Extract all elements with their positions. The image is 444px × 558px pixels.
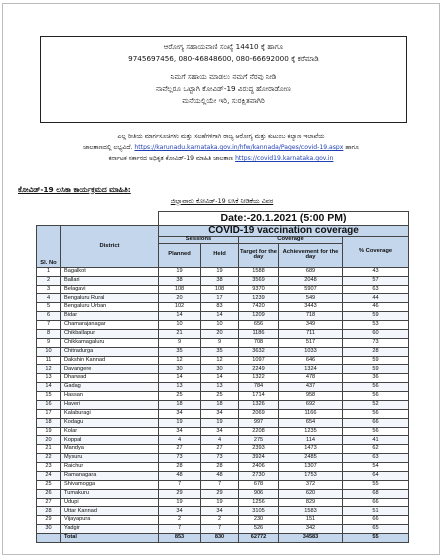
cell-planned: 102 — [159, 303, 201, 312]
cell-planned: 13 — [159, 383, 201, 392]
cell-held: 9 — [201, 338, 239, 347]
cell-held: 38 — [201, 276, 239, 285]
cell-district: Hassan — [61, 392, 159, 401]
cell-target: 678 — [239, 480, 279, 489]
cell-district: Uttar Kannad — [61, 507, 159, 516]
cell-planned: 28 — [159, 463, 201, 472]
table-row — [37, 294, 409, 303]
cell-held: 19 — [201, 267, 239, 276]
cell-achievement: 620 — [279, 489, 343, 498]
cell-planned: 34 — [159, 409, 201, 418]
header-target: Target for the day — [239, 243, 279, 267]
cell-achievement: 5907 — [279, 285, 343, 294]
cell-pct-coverage: 46 — [343, 303, 409, 312]
cell-sl-no: 28 — [37, 507, 61, 516]
header-pct-coverage: % Coverage — [343, 237, 409, 268]
cell-target: 1326 — [239, 400, 279, 409]
cell-district: Bengaluru Rural — [61, 294, 159, 303]
cell-achievement: 3443 — [279, 303, 343, 312]
cell-pct-coverage: 63 — [343, 454, 409, 463]
cell-held: 20 — [201, 329, 239, 338]
cell-target: 3105 — [239, 507, 279, 516]
cell-achievement: 549 — [279, 294, 343, 303]
cell-target: 230 — [239, 516, 279, 525]
cell-district: Gadag — [61, 383, 159, 392]
table-row — [37, 418, 409, 427]
table-row — [37, 471, 409, 480]
cell-achievement: 151 — [279, 516, 343, 525]
cell-pct-coverage: 68 — [343, 489, 409, 498]
cell-target: 2730 — [239, 471, 279, 480]
table-row — [37, 383, 409, 392]
cell-target: 784 — [239, 383, 279, 392]
cell-achievement: 1033 — [279, 347, 343, 356]
table-row — [37, 454, 409, 463]
cell-pct-coverage: 51 — [343, 507, 409, 516]
cell-held: 34 — [201, 409, 239, 418]
cell-sl-no: 22 — [37, 454, 61, 463]
cell-target: 906 — [239, 489, 279, 498]
cell-pct-coverage: 60 — [343, 329, 409, 338]
cell-district: Dharwad — [61, 374, 159, 383]
cell-achievement: 349 — [279, 321, 343, 330]
cell-planned: 34 — [159, 507, 201, 516]
cell-target: 2406 — [239, 463, 279, 472]
total-blank-cell — [37, 534, 61, 543]
cell-pct-coverage: 55 — [343, 480, 409, 489]
cell-achievement: 372 — [279, 480, 343, 489]
table-row — [37, 409, 409, 418]
cell-achievement: 2485 — [279, 454, 343, 463]
cell-district: Kalaburagi — [61, 409, 159, 418]
cell-pct-coverage: 66 — [343, 516, 409, 525]
cell-sl-no: 10 — [37, 347, 61, 356]
cell-district: Chitradurga — [61, 347, 159, 356]
cell-district: Vijayapura — [61, 516, 159, 525]
cell-district: Chamarajanagar — [61, 321, 159, 330]
covid19-portal-link[interactable]: https://covid19.karnataka.gov.in — [235, 155, 334, 162]
intro-text-4: ಕರ್ನಾಟಕ ಸರ್ಕಾರದ ಅಧಿಕೃತ ಕೋವಿಡ್-19 ಮಾಹಿತಿ ಜಾಲತಾಣ — [108, 155, 234, 162]
cell-target: 997 — [239, 418, 279, 427]
header-sessions: Sessions — [159, 237, 239, 244]
cell-achievement: 1235 — [279, 427, 343, 436]
cell-sl-no: 18 — [37, 418, 61, 427]
cell-sl-no: 5 — [37, 303, 61, 312]
cell-held: 28 — [201, 463, 239, 472]
cell-district: Kolar — [61, 427, 159, 436]
total-planned: 853 — [159, 534, 201, 543]
cell-achievement: 958 — [279, 392, 343, 401]
helpline-box — [40, 36, 407, 123]
cell-pct-coverage: 28 — [343, 347, 409, 356]
cell-planned: 7 — [159, 525, 201, 534]
cell-planned: 14 — [159, 374, 201, 383]
table-row — [37, 445, 409, 454]
cell-district: Ramanagara — [61, 471, 159, 480]
cell-achievement: 692 — [279, 400, 343, 409]
cell-planned: 4 — [159, 436, 201, 445]
cell-district: Bengaluru Urban — [61, 303, 159, 312]
cell-district: Davangere — [61, 365, 159, 374]
cell-target: 7420 — [239, 303, 279, 312]
cell-district: Kodagu — [61, 418, 159, 427]
total-row — [37, 534, 409, 543]
table-row — [37, 338, 409, 347]
cell-planned: 19 — [159, 418, 201, 427]
cell-achievement: 711 — [279, 329, 343, 338]
cell-sl-no: 17 — [37, 409, 61, 418]
cell-pct-coverage: 54 — [343, 463, 409, 472]
cell-target: 275 — [239, 436, 279, 445]
cell-sl-no: 7 — [37, 321, 61, 330]
cell-held: 19 — [201, 498, 239, 507]
cell-pct-coverage: 63 — [343, 285, 409, 294]
cell-achievement: 689 — [279, 267, 343, 276]
intro-text-3: ಹಾಗೂ — [345, 144, 359, 151]
cell-sl-no: 8 — [37, 329, 61, 338]
cell-planned: 14 — [159, 312, 201, 321]
cell-pct-coverage: 56 — [343, 409, 409, 418]
cell-sl-no: 29 — [37, 516, 61, 525]
table-body — [37, 267, 409, 542]
cell-pct-coverage: 36 — [343, 374, 409, 383]
cell-planned: 7 — [159, 480, 201, 489]
cell-district: Bidar — [61, 312, 159, 321]
cell-held: 4 — [201, 436, 239, 445]
table-row — [37, 347, 409, 356]
table-row — [37, 427, 409, 436]
cell-pct-coverage: 62 — [343, 445, 409, 454]
cell-sl-no: 27 — [37, 498, 61, 507]
cell-held: 27 — [201, 445, 239, 454]
table-row — [37, 436, 409, 445]
cell-target: 2393 — [239, 445, 279, 454]
total-pct-coverage: 55 — [343, 534, 409, 543]
table-row — [37, 356, 409, 365]
cell-held: 12 — [201, 356, 239, 365]
cell-district: Chikkamagaluru — [61, 338, 159, 347]
cell-planned: 12 — [159, 356, 201, 365]
cell-pct-coverage: 56 — [343, 427, 409, 436]
cell-target: 1322 — [239, 374, 279, 383]
table-row — [37, 463, 409, 472]
table-row — [37, 321, 409, 330]
cell-target: 1097 — [239, 356, 279, 365]
table-row — [37, 392, 409, 401]
cell-target: 1186 — [239, 329, 279, 338]
cell-pct-coverage: 41 — [343, 436, 409, 445]
cell-planned: 10 — [159, 321, 201, 330]
table-row — [37, 525, 409, 534]
cell-pct-coverage: 66 — [343, 418, 409, 427]
cell-held: 13 — [201, 383, 239, 392]
cell-target: 1209 — [239, 312, 279, 321]
table-row — [37, 365, 409, 374]
cell-held: 73 — [201, 454, 239, 463]
total-target: 62772 — [239, 534, 279, 543]
cell-held: 35 — [201, 347, 239, 356]
cell-held: 7 — [201, 525, 239, 534]
cell-held: 7 — [201, 480, 239, 489]
cell-planned: 38 — [159, 276, 201, 285]
table-date: Date:-20.1.2021 (5:00 PM) — [159, 212, 409, 226]
helpline-line-1: ಆರೋಗ್ಯ ಸಹಾಯವಾಣಿ ಸಂಖ್ಯೆ 14410 ಕ್ಕೆ ಹಾಗೂ — [163, 42, 284, 51]
table-row — [37, 276, 409, 285]
cell-planned: 21 — [159, 329, 201, 338]
cell-achievement: 342 — [279, 525, 343, 534]
cell-planned: 2 — [159, 516, 201, 525]
cell-held: 2 — [201, 516, 239, 525]
cell-pct-coverage: 59 — [343, 356, 409, 365]
cell-sl-no: 24 — [37, 471, 61, 480]
cell-planned: 108 — [159, 285, 201, 294]
cell-sl-no: 25 — [37, 480, 61, 489]
table-row — [37, 489, 409, 498]
cell-sl-no: 9 — [37, 338, 61, 347]
cell-held: 18 — [201, 400, 239, 409]
cell-district: Udupi — [61, 498, 159, 507]
cell-pct-coverage: 44 — [343, 294, 409, 303]
cell-held: 17 — [201, 294, 239, 303]
cell-achievement: 478 — [279, 374, 343, 383]
cell-target: 1239 — [239, 294, 279, 303]
cell-held: 34 — [201, 427, 239, 436]
header-district: District — [61, 226, 159, 268]
cell-pct-coverage: 64 — [343, 471, 409, 480]
cell-planned: 9 — [159, 338, 201, 347]
cell-target: 2069 — [239, 409, 279, 418]
cell-held: 25 — [201, 392, 239, 401]
cell-pct-coverage: 52 — [343, 400, 409, 409]
cell-pct-coverage: 66 — [343, 498, 409, 507]
header-sl-no: Sl. No — [37, 226, 61, 268]
vaccination-table — [36, 211, 409, 543]
cell-target: 3632 — [239, 347, 279, 356]
cell-district: Raichur — [61, 463, 159, 472]
table-row — [37, 267, 409, 276]
cell-sl-no: 16 — [37, 400, 61, 409]
intro-text-2: ಜಾಲತಾಣದಲ್ಲಿ ಲಭ್ಯವಿದೆ. — [83, 144, 133, 151]
cell-pct-coverage: 65 — [343, 525, 409, 534]
cell-sl-no: 14 — [37, 383, 61, 392]
cell-pct-coverage: 57 — [343, 276, 409, 285]
table-title: COVID-19 vaccination coverage — [159, 226, 409, 237]
helpline-line-4: ನಾವೆಲ್ಲರೂ ಒಟ್ಟಾಗಿ ಕೋವಿಡ್-19 ವಿರುದ್ಧ ಹೋರಾಡೋಣ — [155, 84, 292, 93]
cell-sl-no: 12 — [37, 365, 61, 374]
cell-district: Chikballapur — [61, 329, 159, 338]
cell-district: Tumakuru — [61, 489, 159, 498]
cell-held: 10 — [201, 321, 239, 330]
cell-achievement: 1307 — [279, 463, 343, 472]
intro-paragraph — [22, 131, 420, 164]
cell-pct-coverage: 43 — [343, 267, 409, 276]
cell-planned: 30 — [159, 365, 201, 374]
header-planned: Planned — [159, 243, 201, 267]
cell-achievement: 1753 — [279, 471, 343, 480]
cell-sl-no: 21 — [37, 445, 61, 454]
cell-sl-no: 19 — [37, 427, 61, 436]
cell-achievement: 718 — [279, 312, 343, 321]
cell-sl-no: 30 — [37, 525, 61, 534]
health-dept-link[interactable]: https://karunadu.karnataka.gov.in/hfw/kannada/Pages/covid-19.aspx — [134, 144, 344, 151]
cell-target: 708 — [239, 338, 279, 347]
cell-pct-coverage: 59 — [343, 365, 409, 374]
intro-text-1: ಎಲ್ಲ ರೀತಿಯ ಮಾರ್ಗಸೂಚಿಗಳು ಮತ್ತು ಸಲಹೆಗಳಿಗಾಗಿ ರಾಜ್ಯ ಆರೋಗ್ಯ ಮತ್ತು ಕುಟುಂಬ ಕಲ್ಯಾಣ ಇಲಾಖೆಯ — [117, 133, 325, 140]
header-coverage: Coverage — [239, 237, 343, 244]
cell-achievement: 1583 — [279, 507, 343, 516]
table-row — [37, 303, 409, 312]
cell-pct-coverage: 53 — [343, 321, 409, 330]
cell-held: 14 — [201, 312, 239, 321]
cell-sl-no: 6 — [37, 312, 61, 321]
cell-target: 1714 — [239, 392, 279, 401]
cell-target: 1588 — [239, 267, 279, 276]
cell-planned: 48 — [159, 471, 201, 480]
cell-district: Shivamogga — [61, 480, 159, 489]
cell-target: 2249 — [239, 365, 279, 374]
table-row — [37, 329, 409, 338]
cell-planned: 20 — [159, 294, 201, 303]
cell-district: Mysuru — [61, 454, 159, 463]
cell-pct-coverage: 73 — [343, 338, 409, 347]
cell-district: Ballari — [61, 276, 159, 285]
table-row — [37, 507, 409, 516]
cell-held: 48 — [201, 471, 239, 480]
cell-held: 14 — [201, 374, 239, 383]
cell-achievement: 829 — [279, 498, 343, 507]
cell-sl-no: 20 — [37, 436, 61, 445]
cell-achievement: 114 — [279, 436, 343, 445]
cell-pct-coverage: 56 — [343, 383, 409, 392]
header-achievement: Achievement for the day — [279, 243, 343, 267]
cell-sl-no: 15 — [37, 392, 61, 401]
cell-target: 3924 — [239, 454, 279, 463]
section-heading: ಕೋವಿಡ್-19 ಲಸಿಕಾ ಕಾರ್ಯಕ್ರಮದ ಮಾಹಿತಿ: — [18, 185, 131, 194]
table-row — [37, 374, 409, 383]
total-label: Total — [61, 534, 159, 543]
cell-planned: 29 — [159, 489, 201, 498]
header-held: Held — [201, 243, 239, 267]
table-row — [37, 498, 409, 507]
cell-target: 2208 — [239, 427, 279, 436]
cell-planned: 18 — [159, 400, 201, 409]
cell-achievement: 1324 — [279, 365, 343, 374]
cell-sl-no: 1 — [37, 267, 61, 276]
helpline-line-3: ನಿಮಗೆ ಸಹಾಯ ಮಾಡಲು ನಮಗೆ ನೆರವು ನೀಡಿ — [170, 72, 277, 81]
table-row — [37, 285, 409, 294]
cell-planned: 34 — [159, 427, 201, 436]
cell-achievement: 1473 — [279, 445, 343, 454]
cell-sl-no: 3 — [37, 285, 61, 294]
cell-district: Belagavi — [61, 285, 159, 294]
cell-target: 3569 — [239, 276, 279, 285]
helpline-line-5: ಮನೆಯಲ್ಲಿಯೇ ಇರಿ, ಸುರಕ್ಷಿತವಾಗಿರಿ — [182, 96, 265, 105]
cell-held: 30 — [201, 365, 239, 374]
helpline-line-2: 9745697456, 080-46848600, 080-66692000 ಕ್ಕೆ ಕರೆಮಾಡಿ — [128, 54, 319, 63]
sub-heading: ಜಿಲ್ಲಾವಾರು ಕೋವಿಡ್-19 ಲಸಿಕೆ ನೀಡಿಕೆಯ ವಿವರ — [170, 197, 274, 205]
table-row — [37, 400, 409, 409]
cell-sl-no: 26 — [37, 489, 61, 498]
table-row — [37, 480, 409, 489]
cell-planned: 35 — [159, 347, 201, 356]
cell-district: Mandya — [61, 445, 159, 454]
cell-target: 9370 — [239, 285, 279, 294]
cell-planned: 27 — [159, 445, 201, 454]
table-row — [37, 516, 409, 525]
cell-achievement: 646 — [279, 356, 343, 365]
cell-planned: 19 — [159, 498, 201, 507]
cell-achievement: 2048 — [279, 276, 343, 285]
cell-pct-coverage: 56 — [343, 392, 409, 401]
total-achievement: 34583 — [279, 534, 343, 543]
cell-district: Koppal — [61, 436, 159, 445]
cell-achievement: 517 — [279, 338, 343, 347]
cell-achievement: 437 — [279, 383, 343, 392]
cell-district: Bagalkot — [61, 267, 159, 276]
cell-held: 83 — [201, 303, 239, 312]
cell-target: 656 — [239, 321, 279, 330]
cell-achievement: 1166 — [279, 409, 343, 418]
cell-planned: 19 — [159, 267, 201, 276]
cell-sl-no: 13 — [37, 374, 61, 383]
cell-target: 1256 — [239, 498, 279, 507]
cell-sl-no: 11 — [37, 356, 61, 365]
cell-district: Yadgir — [61, 525, 159, 534]
cell-held: 19 — [201, 418, 239, 427]
cell-planned: 73 — [159, 454, 201, 463]
cell-held: 108 — [201, 285, 239, 294]
cell-district: Haveri — [61, 400, 159, 409]
cell-district: Dakshin Kannad — [61, 356, 159, 365]
cell-planned: 25 — [159, 392, 201, 401]
cell-pct-coverage: 59 — [343, 312, 409, 321]
cell-held: 34 — [201, 507, 239, 516]
cell-sl-no: 4 — [37, 294, 61, 303]
cell-achievement: 654 — [279, 418, 343, 427]
total-held: 830 — [201, 534, 239, 543]
cell-held: 29 — [201, 489, 239, 498]
cell-target: 526 — [239, 525, 279, 534]
table-row — [37, 312, 409, 321]
cell-sl-no: 23 — [37, 463, 61, 472]
cell-sl-no: 2 — [37, 276, 61, 285]
